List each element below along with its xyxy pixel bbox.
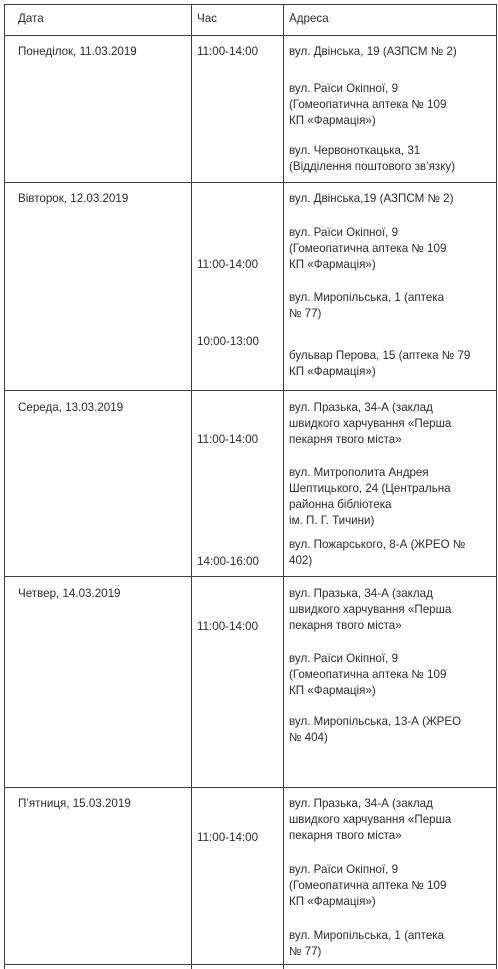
row-time: 10:00-13:00 xyxy=(197,335,259,348)
row-divider xyxy=(4,576,496,577)
row-time: 14:00-16:00 xyxy=(197,555,259,568)
address-line: № 77) xyxy=(289,307,322,320)
address-line: (Відділення поштового зв’язку) xyxy=(289,160,456,173)
header-date: Дата xyxy=(18,12,44,25)
column-divider xyxy=(191,4,192,969)
row-divider xyxy=(4,390,496,391)
address-line: вул. Червоноткацька, 31 xyxy=(289,144,421,157)
address-line: КП «Фармація») xyxy=(289,258,376,271)
address-line: вул. Митрополита Андрея xyxy=(289,466,429,479)
address-line: КП «Фармація») xyxy=(289,684,376,697)
address-line: КП «Фармація») xyxy=(289,365,376,378)
address-line: вул. Раїси Окіпної, 9 xyxy=(289,226,399,239)
address-line: пекарня твого міста» xyxy=(289,433,402,446)
address-line: КП «Фармація») xyxy=(289,114,376,127)
address-line: КП «Фармація») xyxy=(289,895,376,908)
row-time: 11:00-14:00 xyxy=(197,433,259,446)
address-line: вул. Миропільська, 1 (аптека xyxy=(289,291,445,304)
address-line: пекарня твого міста» xyxy=(289,619,402,632)
address-line: вул. Раїси Окіпної, 9 xyxy=(289,82,399,95)
address-line: вул. Двінська,19 (АЗПСМ № 2) xyxy=(289,192,454,205)
address-line: вул. Раїси Окіпної, 9 xyxy=(289,652,399,665)
column-divider xyxy=(4,4,5,969)
row-time: 11:00-14:00 xyxy=(197,831,259,844)
address-line: вул. Пожарського, 8-А (ЖРЕО № xyxy=(289,538,466,551)
row-divider xyxy=(4,35,496,36)
row-date: Четвер, 14.03.2019 xyxy=(18,587,121,600)
address-line: районна бібліотека xyxy=(289,498,392,511)
address-line: швидкого харчування «Перша xyxy=(289,417,452,430)
row-divider xyxy=(4,4,496,5)
row-divider xyxy=(4,787,496,788)
row-date: П’ятниця, 15.03.2019 xyxy=(18,797,131,810)
header-address: Адреса xyxy=(289,12,329,25)
row-time: 11:00-14:00 xyxy=(197,45,259,58)
column-divider xyxy=(496,4,497,969)
address-line: (Гомеопатична аптека № 109 xyxy=(289,98,447,111)
address-line: вул. Раїси Окіпної, 9 xyxy=(289,863,399,876)
address-line: (Гомеопатична аптека № 109 xyxy=(289,668,447,681)
row-date: Середа, 13.03.2019 xyxy=(18,401,124,414)
address-line: (Гомеопатична аптека № 109 xyxy=(289,242,447,255)
address-line: вул. Празька, 34-А (заклад xyxy=(289,797,433,810)
row-date: Понеділок, 11.03.2019 xyxy=(18,45,137,58)
address-line: вул. Празька, 34-А (заклад xyxy=(289,401,433,414)
address-line: Шептицького, 24 (Центральна xyxy=(289,482,451,495)
address-line: бульвар Перова, 15 (аптека № 79 xyxy=(289,349,471,362)
address-line: вул. Миропільська, 13-А (ЖРЕО xyxy=(289,715,462,728)
row-time: 11:00-14:00 xyxy=(197,258,259,271)
column-divider xyxy=(283,4,284,969)
address-line: вул. Миропільська, 1 (аптека xyxy=(289,929,445,942)
address-line: 402) xyxy=(289,554,313,567)
address-line: ім. П. Г. Тичини) xyxy=(289,514,375,527)
row-divider xyxy=(4,964,496,965)
row-time: 11:00-14:00 xyxy=(197,620,259,633)
row-divider xyxy=(4,182,496,183)
address-line: швидкого харчування «Перша xyxy=(289,813,452,826)
row-date: Вівторок, 12.03.2019 xyxy=(18,192,129,205)
address-line: швидкого харчування «Перша xyxy=(289,603,452,616)
address-line: № 77) xyxy=(289,945,322,958)
address-line: пекарня твого міста» xyxy=(289,829,402,842)
header-time: Час xyxy=(197,12,217,25)
address-line: вул. Празька, 34-А (заклад xyxy=(289,587,433,600)
address-line: вул. Двінська, 19 (АЗПСМ № 2) xyxy=(289,45,457,58)
address-line: (Гомеопатична аптека № 109 xyxy=(289,879,447,892)
address-line: № 404) xyxy=(289,731,328,744)
